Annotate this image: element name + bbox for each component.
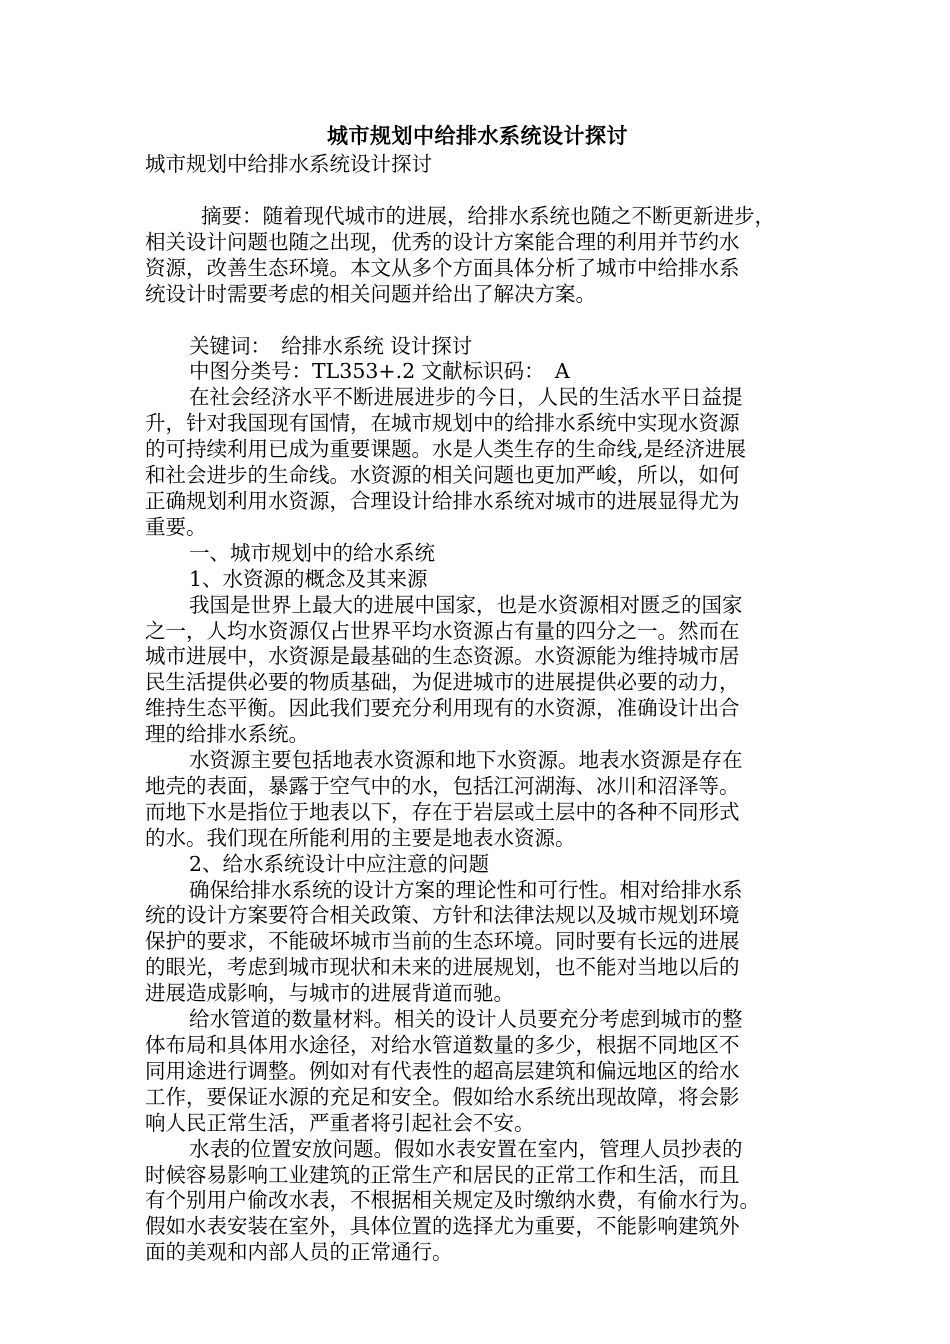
document-title: 城市规划中给排水系统设计探讨 [327,123,628,148]
paragraph-line: 工作，要保证水源的充足和安全。假如给水系统出现故障，将会影 [145,1084,740,1109]
paragraph-line: 在社会经济水平不断进展进步的今日，人民的生活水平日益提 [189,385,743,410]
paragraph-line: 之一，人均水资源仅占世界平均水资源占有量的四分之一。然而在 [145,618,740,643]
paragraph-line: 时候容易影响工业建筑的正常生产和居民的正常工作和生活，而且 [145,1162,740,1187]
intro-paragraph [145,385,810,540]
paragraph-line: 面的美观和内部人员的正常通行。 [145,1240,453,1265]
paragraph-line: 的水。我们现在所能利用的主要是地表水资源。 [145,825,576,850]
paragraph-line: 响人民正常生活，严重者将引起社会不安。 [145,1110,535,1135]
paragraph-line: 体布局和具体用水途径，对给水管道数量的多少，根据不同地区不 [145,1033,740,1057]
paragraph-line: 升，针对我国现有国情，在城市规划中的给排水系统中实现水资源 [145,411,740,436]
document-body [145,120,810,1266]
document-subtitle: 城市规划中给排水系统设计探讨 [145,152,432,176]
subsection-heading: 2、给水系统设计中应注意的问题 [189,851,490,876]
paragraph-line: 水表的位置安放问题。假如水表安置在室内，管理人员抄表的 [189,1136,743,1161]
subsection-heading: 1、水资源的概念及其来源 [189,566,428,591]
paragraph-line: 进展造成影响，与城市的进展背道而驰。 [145,981,514,1006]
paragraph-line: 有个别用户偷改水表，不根据相关规定及时缴纳水费，有偷水行为。 [145,1188,760,1213]
paragraph-line: 给水管道的数量材料。相关的设计人员要充分考虑到城市的整 [189,1007,743,1032]
feasibility-paragraph [145,878,810,1008]
pipes-paragraph [145,1007,810,1137]
paragraph-line: 确保给排水系统的设计方案的理论性和可行性。相对给排水系 [189,877,743,902]
paragraph-line: 保护的要求，不能破坏城市当前的生态环境。同时要有长远的进展 [145,929,740,954]
abstract-line: 相关设计问题也随之出现，优秀的设计方案能合理的利用并节约水 [145,229,740,254]
abstract-line: 摘要：随着现代城市的进展，给排水系统也随之不断更新进步， [201,203,775,228]
abstract-line: 资源，改善生态环境。本文从多个方面具体分析了城市中给排水系 [145,255,740,280]
paragraph-line: 而地下水是指位于地表以下，存在于岩层或土层中的各种不同形式 [145,799,740,824]
paragraph-line: 的可持续利用已成为重要课题。水是人类生存的生命线,是经济进展 [145,437,747,462]
spacer [145,308,810,334]
paragraph-line: 维持生态平衡。因此我们要充分利用现有的水资源，准确设计出合 [145,696,740,721]
paragraph-line: 统的设计方案要符合相关政策、方针和法律法规以及城市规划环境 [145,903,740,928]
abstract-line: 统设计时需要考虑的相关问题并给出了解决方案。 [145,281,596,306]
keywords-line: 关键词： 给排水系统 设计探讨 [189,333,473,358]
meter-paragraph [145,1137,810,1267]
paragraph-line: 同用途进行调整。例如对有代表性的超高层建筑和偏远地区的给水 [145,1058,740,1083]
paragraph-line: 城市进展中，水资源是最基础的生态资源。水资源能为维持城市居 [145,644,740,669]
paragraph-line: 地壳的表面，暴露于空气中的水，包括江河湖海、冰川和沼泽等。 [145,773,740,798]
paragraph-line: 正确规划利用水资源，合理设计给排水系统对城市的进展显得尤为 [145,488,740,513]
spacer [145,178,810,204]
paragraph-line: 水资源主要包括地表水资源和地下水资源。地表水资源是存在 [189,748,743,773]
abstract-paragraph [145,204,810,308]
paragraph-line: 我国是世界上最大的进展中国家，也是水资源相对匮乏的国家 [189,592,743,617]
paragraph-line: 的眼光，考虑到城市现状和未来的进展规划，也不能对当地以后的 [145,955,740,980]
paragraph-line: 假如水表安装在室外，具体位置的选择尤为重要，不能影响建筑外 [145,1214,740,1239]
paragraph-line: 民生活提供必要的物质基础，为促进城市的进展提供必要的动力， [145,670,740,695]
paragraph-line: 重要。 [145,514,207,539]
paragraph-line: 和社会进步的生命线。水资源的相关问题也更加严峻，所以，如何 [145,463,740,488]
paragraph-line: 理的给排水系统。 [145,722,309,747]
water-country-paragraph [145,593,810,748]
section-heading: 一、城市规划中的给水系统 [189,540,435,565]
water-sources-paragraph [145,748,810,852]
classification-line: 中图分类号：TL353+.2 文献标识码： A [189,359,570,384]
